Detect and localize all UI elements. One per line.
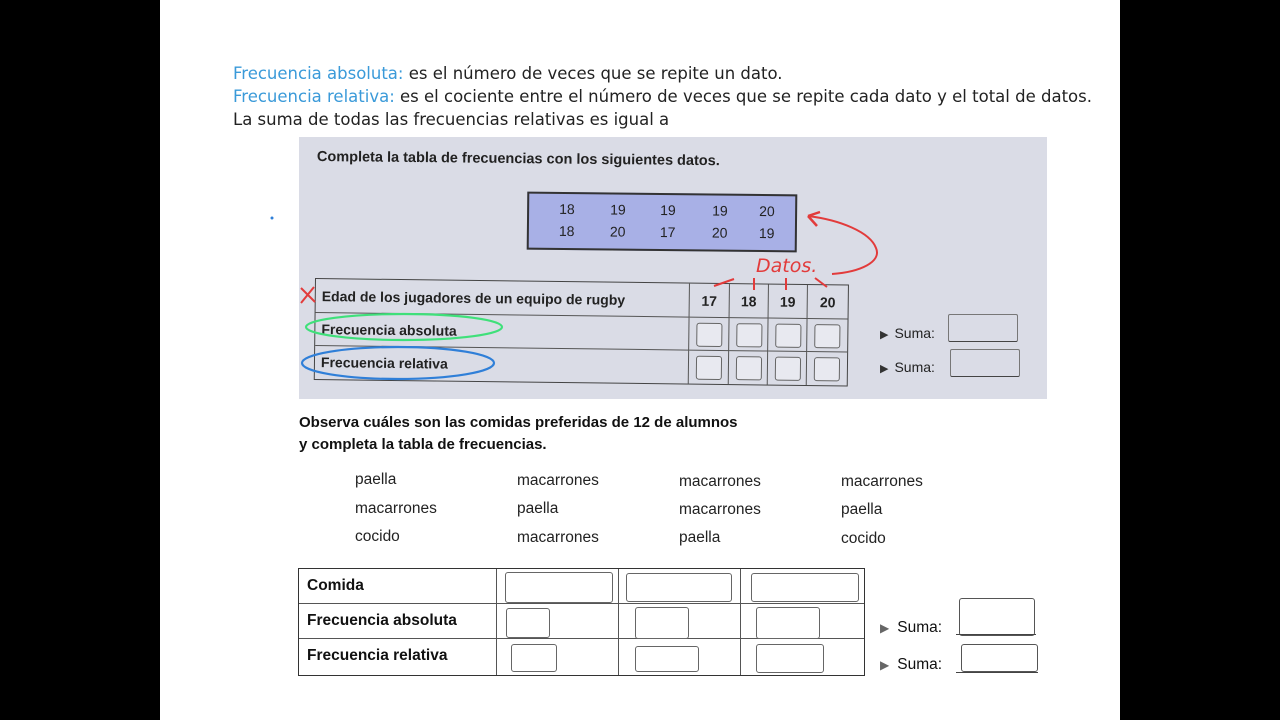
- rel-cell: [729, 351, 768, 384]
- food-item: cocido: [841, 530, 886, 547]
- data-value: 19: [758, 225, 775, 242]
- rel-cell: [807, 352, 847, 385]
- row-relative-label: Frecuencia relativa: [299, 639, 497, 675]
- absolute-frequency-term: Frecuencia absoluta:: [233, 64, 404, 83]
- rel-cell: [768, 352, 807, 385]
- triangle-icon: ▶: [880, 621, 890, 635]
- data-value: 18: [559, 200, 575, 218]
- suma-underline: [956, 634, 1036, 635]
- food-item: macarrones: [517, 472, 599, 489]
- ink-dot: [271, 217, 274, 220]
- food-item: macarrones: [355, 500, 437, 517]
- answer-box[interactable]: [814, 357, 840, 381]
- row-food-label: Comida: [299, 569, 497, 604]
- answer-box[interactable]: [736, 323, 762, 347]
- suma-absolute-box[interactable]: [959, 598, 1035, 636]
- suma-label: Suma:: [894, 325, 935, 341]
- age-header: 17: [690, 284, 730, 318]
- age-header: 20: [808, 285, 848, 319]
- table-header-label: Edad de los jugadores de un equipo de rugby: [316, 279, 690, 318]
- relative-frequency-text: es el cociente entre el número de veces que se repite cada dato y el total de datos.: [394, 87, 1092, 106]
- food-cell: [497, 569, 619, 604]
- age-header: 18: [730, 284, 769, 318]
- abs-cell: [807, 319, 847, 352]
- row-absolute-label: Frecuencia absoluta: [299, 604, 497, 639]
- suma-relative: [880, 656, 942, 674]
- abs-cell: [497, 604, 619, 639]
- data-value: 19: [660, 201, 676, 219]
- triangle-icon: ▶: [880, 363, 889, 375]
- food-cell: [619, 569, 741, 604]
- abs-cell: [729, 318, 768, 351]
- answer-box[interactable]: [505, 572, 613, 603]
- suma-relative-box[interactable]: [961, 644, 1038, 672]
- definitions-block: [233, 62, 1092, 131]
- answer-box[interactable]: [775, 324, 801, 348]
- suma-underline: [956, 672, 1038, 673]
- answer-box[interactable]: [814, 324, 840, 348]
- relative-frequency-term: Frecuencia relativa:: [233, 87, 395, 106]
- answer-box[interactable]: [696, 356, 722, 380]
- relative-frequency-definition: [233, 85, 1092, 108]
- food-item: paella: [679, 529, 721, 546]
- suma-label: Suma:: [894, 359, 935, 375]
- data-value: 19: [610, 201, 626, 218]
- answer-box[interactable]: [775, 357, 801, 381]
- food-item: macarrones: [679, 501, 761, 518]
- answer-box[interactable]: [635, 607, 689, 639]
- food-item: paella: [841, 501, 883, 518]
- food-item: macarrones: [517, 529, 599, 546]
- rel-cell: [619, 639, 741, 675]
- data-box: [527, 192, 798, 253]
- answer-box[interactable]: [635, 646, 699, 672]
- answer-box[interactable]: [756, 607, 820, 639]
- row-absolute-label: Frecuencia absoluta: [315, 313, 689, 351]
- suma-absolute: [880, 619, 942, 637]
- suma-absolute-box[interactable]: [948, 314, 1018, 342]
- abs-cell: [689, 318, 729, 351]
- rel-cell: [741, 639, 864, 675]
- rel-cell: [689, 351, 729, 384]
- suma-label: Suma:: [897, 656, 943, 673]
- answer-box[interactable]: [506, 608, 550, 638]
- absolute-frequency-text: es el número de veces que se repite un dato.: [403, 64, 783, 83]
- abs-cell: [741, 604, 864, 639]
- worksheet-photo: [299, 137, 1047, 399]
- food-item: paella: [517, 500, 559, 517]
- rugby-frequency-table: [314, 278, 849, 387]
- rel-cell: [497, 639, 619, 675]
- data-value: 20: [759, 203, 775, 220]
- triangle-icon: ▶: [880, 658, 890, 672]
- exercise2-title-line: Observa cuáles son las comidas preferidas de 12 de alumnos: [299, 414, 738, 431]
- suma-relative: [880, 359, 935, 375]
- data-value: 17: [659, 223, 676, 241]
- data-value: 20: [609, 223, 626, 240]
- suma-absolute: [880, 325, 935, 341]
- triangle-icon: ▶: [880, 329, 889, 341]
- suma-relative-box[interactable]: [950, 349, 1020, 377]
- absolute-frequency-definition: [233, 62, 1092, 85]
- food-item: macarrones: [679, 473, 761, 490]
- age-header: 19: [769, 285, 808, 319]
- row-relative-label: Frecuencia relativa: [315, 346, 689, 384]
- data-value: 18: [558, 222, 575, 240]
- food-frequency-table: [298, 568, 865, 676]
- suma-label: Suma:: [897, 619, 943, 636]
- exercise1-title: Completa la tabla de frecuencias con los siguientes datos.: [316, 149, 720, 170]
- handwritten-datos: Datos.: [756, 255, 818, 277]
- abs-cell: [768, 319, 807, 352]
- answer-box[interactable]: [511, 644, 557, 672]
- answer-box[interactable]: [756, 644, 824, 673]
- answer-box[interactable]: [751, 573, 859, 602]
- sum-statement: La suma de todas las frecuencias relativas es igual a: [233, 110, 670, 129]
- exercise2-title-line: y completa la tabla de frecuencias.: [299, 436, 547, 453]
- food-item: paella: [355, 471, 397, 488]
- exercise2-title: [299, 412, 738, 456]
- data-value: 20: [711, 224, 728, 241]
- answer-box[interactable]: [696, 323, 722, 347]
- abs-cell: [619, 604, 741, 639]
- answer-box[interactable]: [736, 356, 762, 380]
- slide-page: [160, 0, 1120, 720]
- data-value: 19: [712, 202, 728, 219]
- food-item: cocido: [355, 528, 400, 545]
- answer-box[interactable]: [626, 573, 732, 602]
- food-item: macarrones: [841, 473, 923, 490]
- food-cell: [741, 569, 864, 604]
